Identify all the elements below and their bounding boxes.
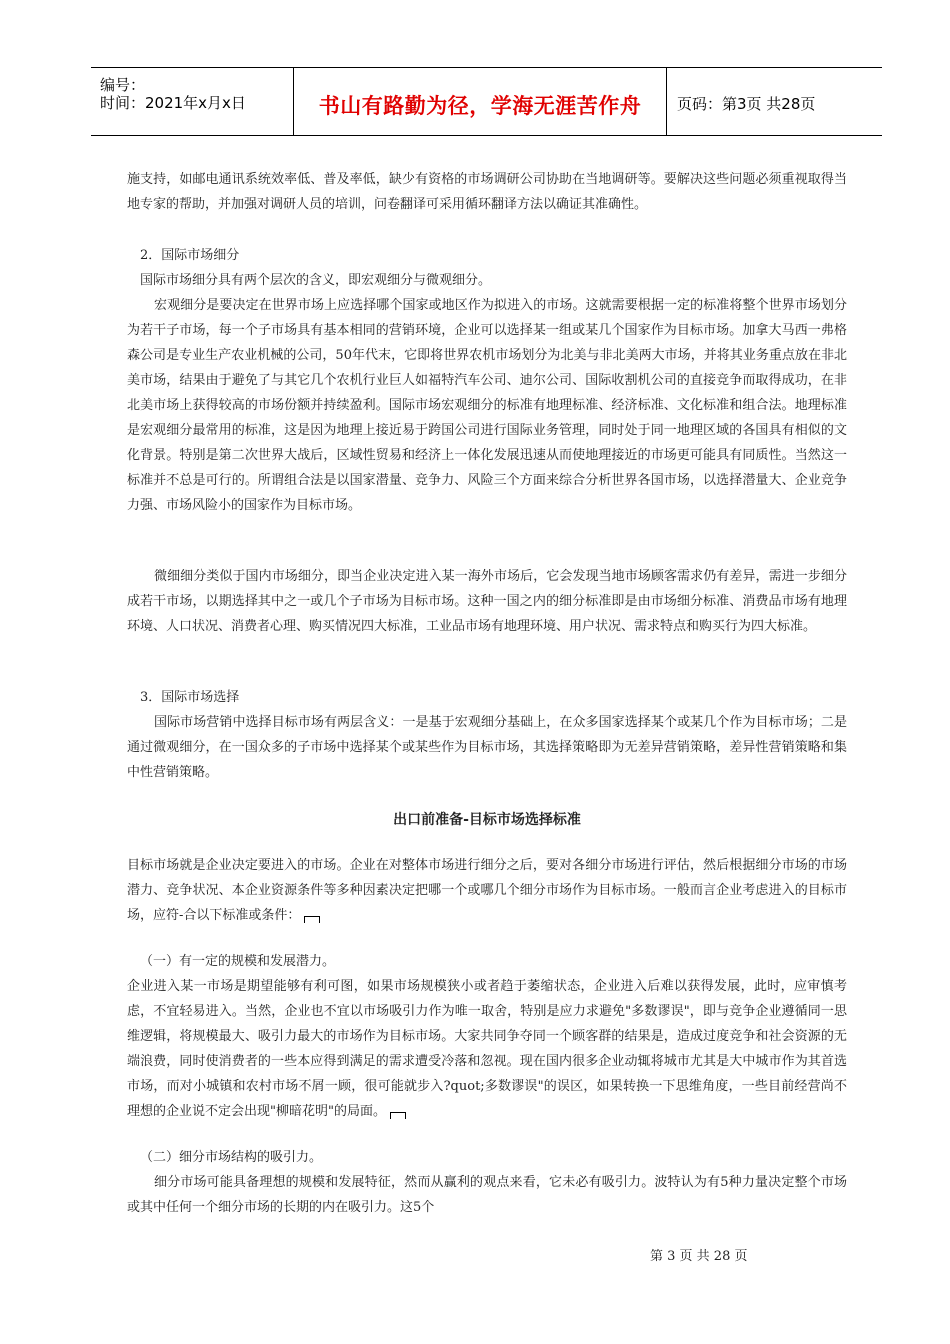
header-info-cell	[91, 68, 294, 135]
document-number-label: 编号：	[100, 76, 146, 94]
paragraph-segmentation-levels: 国际市场细分具有两个层次的含义，即宏观细分与微观细分。	[140, 273, 492, 288]
heading-structure-attractiveness: （二）细分市场结构的吸引力。	[140, 1150, 323, 1165]
page-header	[91, 67, 882, 136]
header-motto: 书山有路勤为径，学海无涯苦作舟	[318, 93, 642, 118]
paragraph-target-market-text: 目标市场就是企业决定要进入的市场。企业在对整体市场进行细分之后，要对各细分市场进行评估，然后根据细分市场的市场潜力、竞争状况、本企业资源条件等多种因素决定把哪一个或哪几个细分市场作为目标市场。一般而言企业考虑进入的目标市场，应符-合以下标准或条件：	[127, 858, 847, 923]
paragraph-target-market-definition	[127, 853, 847, 928]
paragraph-structure-attractiveness: 细分市场可能具备理想的规模和发展特征，然而从赢利的观点来看，它未必有吸引力。波特认为有5种力量决定整个市场或其中任何一个细分市场的长期的内在吸引力。这5个	[127, 1175, 847, 1215]
paragraph-market-selection: 国际市场营销中选择目标市场有两层含义：一是基于宏观细分基础上，在众多国家选择某个或某几个作为目标市场；二是通过微观细分，在一国众多的子市场中选择某个或某些作为目标市场，其选择策略即为无差异营销策略，差异性营销策略和集中性营销策略。	[127, 715, 847, 780]
header-page-cell	[667, 68, 882, 135]
heading-market-segmentation: 2．国际市场细分	[140, 248, 240, 263]
paragraph-scale-potential	[127, 974, 847, 1124]
paragraph-survey-support: 施支持，如邮电通讯系统效率低、普及率低，缺少有资格的市场调研公司协助在当地调研等。要解决这些问题必须重视取得当地专家的帮助，并加强对调研人员的培训，问卷翻译可采用循环翻译方法以确证其准确性。	[127, 172, 847, 212]
editor-mark-icon	[304, 916, 320, 923]
header-page-number: 页码：第3页 共28页	[677, 95, 816, 113]
heading-scale-potential: （一）有一定的规模和发展潜力。	[140, 954, 336, 969]
document-time-label: 时间：2021年x月x日	[100, 94, 246, 112]
paragraph-scale-potential-text: 企业进入某一市场是期望能够有利可图，如果市场规模狭小或者趋于萎缩状态，企业进入后难以获得发展，此时，应审慎考虑，不宜轻易进入。当然，企业也不宜以市场吸引力作为唯一取舍，特别是应力求避免"多数谬误"，即与竞争企业遵循同一思维逻辑，将规模最大、吸引力最大的市场作为目标市场。大家共同争夺同一个顾客群的结果是，造成过度竞争和社会资源的无端浪费，同时使消费者的一些本应得到满足的需求遭受冷落和忽视。现在国内很多企业动辄将城市尤其是大中城市作为其首选市场，而对小城镇和农村市场不屑一顾，很可能就步入?quot;多数谬误"的误区，如果转换一下思维角度，一些目前经营尚不理想的企业说不定会出现"柳暗花明"的局面。	[127, 979, 847, 1119]
section-title: 出口前准备-目标市场选择标准	[393, 812, 581, 828]
heading-market-selection: 3．国际市场选择	[140, 690, 240, 705]
editor-mark-icon	[390, 1112, 406, 1119]
paragraph-micro-segmentation: 微细细分类似于国内市场细分，即当企业决定进入某一海外市场后，它会发现当地市场顾客需求仍有差异，需进一步细分成若干市场，以期选择其中之一或几个子市场为目标市场。这种一国之内的细分标准即是由市场细分标准、消费品市场有地理环境、人口状况、消费者心理、购买情况四大标准，工业品市场有地理环境、用户状况、需求特点和购买行为四大标准。	[127, 569, 847, 634]
page-footer-number: 第 3 页 共 28 页	[650, 1249, 748, 1264]
header-motto-cell	[294, 68, 667, 135]
paragraph-macro-segmentation: 宏观细分是要决定在世界市场上应选择哪个国家或地区作为拟进入的市场。这就需要根据一定的标准将整个世界市场划分为若干子市场，每一个子市场具有基本相同的营销环境，企业可以选择某一组或某几个国家作为目标市场。加拿大马西一弗格森公司是专业生产农业机械的公司，50年代末，它即将世界农机市场划分为北美与非北美两大市场，并将其业务重点放在非北美市场，结果由于避免了与其它几个农机行业巨人如福特汽车公司、迪尔公司、国际收割机公司的直接竞争而取得成功，在非北美市场上获得较高的市场份额并持续盈利。国际市场宏观细分的标准有地理标准、经济标准、文化标准和组合法。地理标准是宏观细分最常用的标准，这是因为地理上接近易于跨国公司进行国际业务管理，同时处于同一地理区域的各国具有相似的文化背景。特别是第二次世界大战后，区域性贸易和经济上一体化发展迅速从而使地理接近的市场更可能具有同质性。当然这一标准并不总是可行的。所谓组合法是以国家潜量、竞争力、风险三个方面来综合分析世界各国市场，以选择潜量大、企业竞争力强、市场风险小的国家作为目标市场。	[127, 298, 847, 513]
